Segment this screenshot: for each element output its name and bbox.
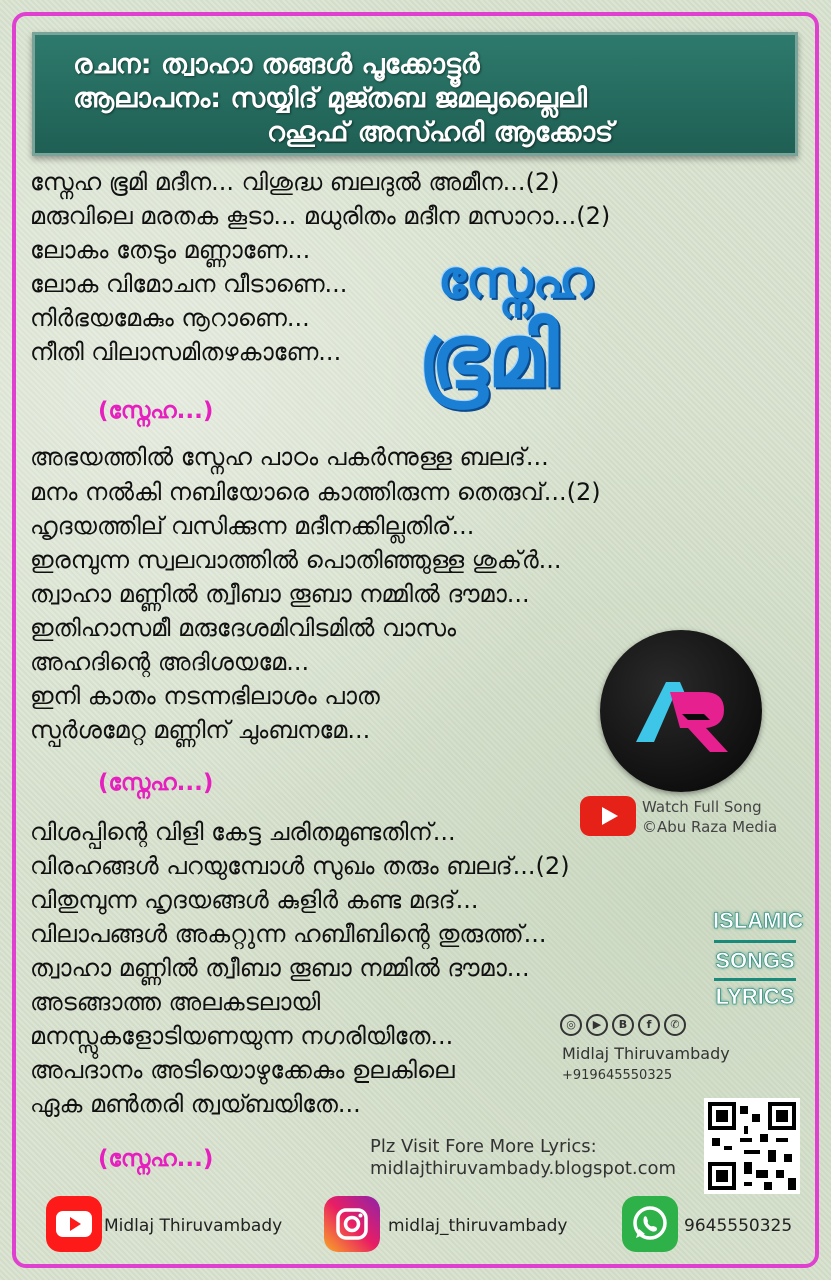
qr-code-icon	[708, 1102, 796, 1190]
watch-full-song-text: Watch Full Song	[642, 798, 762, 816]
badge-word-songs: SONGS	[715, 948, 795, 973]
title-word-2: ഭൂമി	[418, 304, 559, 407]
credits-header	[32, 32, 798, 156]
verse-line: സ്നേഹ ഭൂമി മദീന... വിശുദ്ധ ബലദുൽ അമീന...(2)	[30, 168, 560, 196]
badge-divider	[714, 940, 796, 943]
verse-line: ലോക വിമോചന വീടാണെ...	[30, 270, 348, 298]
verse-line: ത്വാഹാ മണ്ണിൽ ത്വീബാ തൂബാ നമ്മിൽ ദൗമാ...	[30, 954, 530, 982]
verse-line: ഇനി കാതം നടന്നഭിലാശം പാത	[30, 682, 380, 710]
ar-logo-icon	[600, 630, 762, 792]
badge-word-lyrics: LYRICS	[715, 984, 795, 1009]
verse-line: അഹദിന്റെ അദിശയമേ...	[30, 648, 310, 676]
youtube-icon[interactable]: ▶	[586, 1014, 608, 1036]
verse-line: വിതുമ്പുന്ന ഹൃദയങ്ങൾ കുളിർ കണ്ട മദദ്...	[30, 886, 479, 914]
instagram-bottom-icon[interactable]	[324, 1196, 380, 1252]
verse-line: നീതി വിലാസമിതഴകാണേ...	[30, 338, 342, 366]
chorus-marker: (സ്നേഹ...)	[98, 770, 214, 796]
verse-line: വിശപ്പിന്റെ വിളി കേട്ട ചരിതമുണ്ടതിന്...	[30, 818, 456, 846]
youtube-channel-icon[interactable]	[46, 1196, 102, 1252]
instagram-handle[interactable]: midlaj_thiruvambady	[388, 1216, 568, 1236]
title-word-1: സ്നേഹ	[438, 250, 593, 310]
qr-code[interactable]	[704, 1098, 800, 1194]
blogger-icon[interactable]: B	[612, 1014, 634, 1036]
verse-line: സ്പർശമേറ്റ മണ്ണിന് ചുംബനമേ...	[30, 716, 371, 744]
contact-name: Midlaj Thiruvambady	[562, 1044, 730, 1063]
verse-line: വിരഹങ്ങൾ പറയുമ്പോൾ സുഖം തരും ബലദ്...(2)	[30, 852, 570, 880]
visit-text: Plz Visit Fore More Lyrics:	[370, 1136, 597, 1157]
verse-line: ലോകം തേടും മണ്ണാണേ...	[30, 236, 311, 264]
media-credit-text: ©Abu Raza Media	[642, 818, 778, 836]
lyricist-credit: രചന: ത്വാഹാ തങ്ങൾ പൂക്കോട്ടൂർ	[73, 49, 480, 80]
verse-line: അപദാനം അടിയൊഴുക്കേകും ഉലകിലെ	[30, 1056, 455, 1084]
verse-line: അഭയത്തിൽ സ്നേഹ പാഠം പകർന്നുള്ള ബലദ്...	[30, 443, 549, 471]
verse-line: മനം നൽകി നബിയോരെ കാത്തിരുന്ന തെരുവ്...(2)	[30, 478, 601, 506]
youtube-channel-name[interactable]: Midlaj Thiruvambady	[104, 1216, 283, 1236]
ar-logo	[600, 630, 762, 792]
verse-line: വിലാപങ്ങൾ അകറ്റുന്ന ഹബീബിന്റെ തുരുത്ത്...	[30, 920, 547, 948]
whatsapp-icon[interactable]: ✆	[664, 1014, 686, 1036]
badge-word-islamic: ISLAMIC	[713, 908, 804, 933]
singer-credit-2: റഹൂഫ് അസ്ഹരി ആക്കോട്	[267, 117, 614, 148]
verse-line: അടങ്ങാത്ത അലകടലായി	[30, 988, 321, 1016]
verse-line: മനസ്സുകളോടിയണയുന്ന നഗരിയിതേ...	[30, 1022, 454, 1050]
contact-phone: +919645550325	[562, 1068, 673, 1083]
chorus-marker: (സ്നേഹ...)	[98, 398, 214, 424]
badge-divider	[714, 978, 796, 981]
verse-line: ഹൃദയത്തില് വസിക്കുന്ന മദീനക്കില്ലതിര്...	[30, 512, 475, 540]
verse-line: ഇതിഹാസമീ മരുദേശമിവിടമിൽ വാസം	[30, 614, 457, 642]
song-title-art	[418, 250, 698, 410]
youtube-watch-icon[interactable]	[580, 796, 636, 836]
verse-line: ഏക മൺതരി ത്വയ്ബയിതേ...	[30, 1090, 361, 1118]
whatsapp-number[interactable]: 9645550325	[684, 1216, 793, 1236]
chorus-marker: (സ്നേഹ...)	[98, 1146, 214, 1172]
blog-link[interactable]: midlajthiruvambady.blogspot.com	[370, 1158, 677, 1179]
verse-line: ഇരമ്പുന്ന സ്വലവാത്തിൽ പൊതിഞ്ഞുള്ള ശുക്ർ...	[30, 546, 562, 574]
instagram-icon[interactable]: ◎	[560, 1014, 582, 1036]
verse-line: ത്വാഹാ മണ്ണിൽ ത്വീബാ തൂബാ നമ്മിൽ ദൗമാ...	[30, 580, 530, 608]
facebook-icon[interactable]: f	[638, 1014, 660, 1036]
verse-line: നിർഭയമേകും നൂറാണെ...	[30, 304, 310, 332]
singer-credit: ആലാപനം: സയ്യിദ് മുജ്തബ ജമലുല്ലൈലി	[73, 83, 587, 114]
social-icons-row	[560, 1014, 686, 1036]
whatsapp-bottom-icon[interactable]	[622, 1196, 678, 1252]
verse-line: മരുവിലെ മരതക കൂടാ... മധുരിതം മദീന മസാറാ...(2)	[30, 202, 611, 230]
